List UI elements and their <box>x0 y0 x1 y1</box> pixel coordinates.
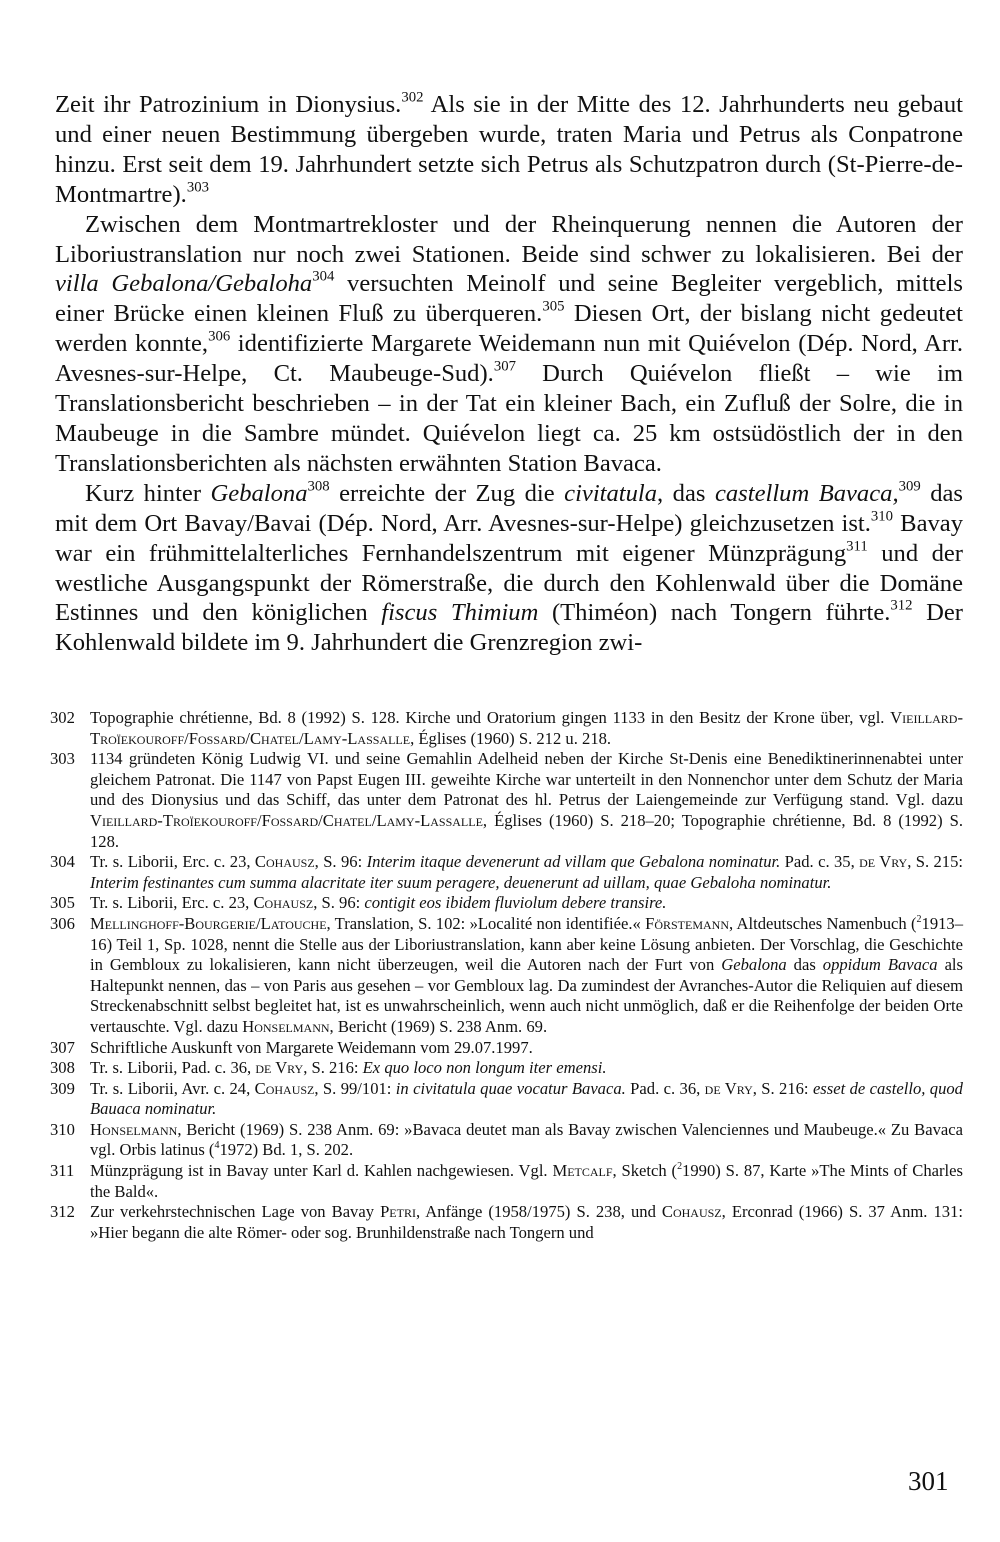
footnote-312 <box>50 1202 963 1243</box>
footnote-305 <box>50 893 963 914</box>
italic-term: oppidum Bavaca <box>822 955 938 975</box>
author-name: Cohausz <box>254 1078 315 1098</box>
latin-quote: Interim itaque devenerunt ad villam que Gebalona nominatur. <box>366 852 781 872</box>
text-run: Tr. s. Liborii, Pad. c. 36, <box>90 1058 256 1078</box>
italic-term: castellum Bavaca, <box>714 479 899 507</box>
page-number: 301 <box>908 1466 949 1496</box>
footnote-310 <box>50 1120 963 1161</box>
footnote-number: 312 <box>50 1202 75 1222</box>
text-run: , Bericht (1969) S. 238 Anm. 69. <box>329 1016 548 1036</box>
latin-quote: contigit eos ibidem fluviolum debere transire. <box>364 893 667 913</box>
footnote-ref-304[interactable]: 304 <box>312 269 335 286</box>
text-run: Pad. c. 35, <box>780 852 860 872</box>
footnote-ref-307[interactable]: 307 <box>493 358 516 375</box>
author-name: Förstemann <box>645 913 729 933</box>
footnote-ref-311[interactable]: 311 <box>846 538 868 555</box>
paragraph-1 <box>55 90 963 210</box>
text-run: , Bericht (1969) S. 238 Anm. 69: »Bavaca deutet man als Bavay zwischen Valenciennes und Maubeuge.« Zu Bavaca vgl. Orbis latinus ( <box>90 1119 963 1160</box>
text-run: Als sie in der Mitte des 12. Jahrhunderts neu gebaut und einer neuen Bestimmung übergeben wurde, traten Maria und Petrus als Conpatrone hinzu. Erst seit dem 19. Jahrhundert setzte sich Petrus als Schutzpatron durch (St-Pierre-de-Montmartre). <box>55 91 963 208</box>
author-name: de Vry <box>704 1078 753 1098</box>
footnote-306 <box>50 914 963 1038</box>
text-run: , S. 215: <box>907 852 964 872</box>
text-run: , S. 99/101: <box>314 1078 396 1098</box>
text-run: Tr. s. Liborii, Erc. c. 23, <box>90 852 255 872</box>
author-name: Cohausz <box>253 893 314 913</box>
text-run: Bavay war ein frühmittelalterliches Fernhandelszentrum mit eigener Münzprägung <box>55 509 963 567</box>
footnote-304 <box>50 852 963 893</box>
italic-term: villa Gebalona/Gebaloha <box>55 270 313 298</box>
text-run: Zur verkehrstechnischen Lage von Bavay <box>90 1202 381 1222</box>
edition-superscript: 4 <box>214 1140 220 1152</box>
text-run: 1972) Bd. 1, S. 202. <box>219 1140 354 1160</box>
text-run: Pad. c. 36, <box>625 1078 705 1098</box>
footnote-number: 302 <box>50 708 75 727</box>
author-name: de Vry <box>859 852 908 872</box>
footnote-number: 307 <box>50 1037 75 1057</box>
author-name: Vieillard-Troïekouroff/Fossard/Chatel/Lamy-Lassalle <box>90 810 483 830</box>
text-run: Topographie chrétienne, Bd. 8 (1992) S. 128. Kirche und Oratorium gingen 1133 in den Besitz der Krone über, vgl. <box>90 708 891 727</box>
text-run: , Églises (1960) S. 212 u. 218. <box>410 728 612 748</box>
text-run: und der westliche Ausgangspunkt der Römerstraße, die durch den Kohlenwald über die Domäne Estinnes und den königlichen <box>55 539 964 627</box>
main-text <box>55 90 963 658</box>
author-name: Cohausz <box>661 1202 722 1222</box>
text-run: , Erconrad (1966) S. 37 Anm. 131: »Hier begann die alte Römer- oder sog. Brunhildenstraße nach Tongern und <box>90 1202 963 1242</box>
footnotes <box>50 708 963 1243</box>
text-run: (Thiméon) nach Tongern führte. <box>538 599 891 627</box>
footnote-number: 304 <box>50 852 75 872</box>
text-run: versuchten Meinolf und seine Begleiter vergeblich, mittels einer Brücke einen kleinen Fluß zu überqueren. <box>55 270 963 328</box>
author-name: de Vry <box>255 1058 304 1078</box>
footnote-ref-308[interactable]: 308 <box>307 478 330 495</box>
latin-quote: Ex quo loco non longum iter emensi. <box>362 1058 607 1078</box>
latin-quote: Interim festinantes cum summa alacritate iter suum peragere, deuenerunt ad uillam, quae Gebaloha nominatur. <box>90 872 832 892</box>
footnote-ref-303[interactable]: 303 <box>186 179 209 196</box>
footnote-ref-310[interactable]: 310 <box>870 508 894 525</box>
text-run: identifizierte Margarete Weidemann nun mit Quiévelon (Dép. Nord, Arr. Avesnes-sur-Helpe, Ct. Maubeuge-Sud). <box>55 330 963 388</box>
footnote-303 <box>50 749 963 852</box>
text-run: , Sketch ( <box>612 1161 678 1181</box>
author-name: Metcalf <box>552 1161 613 1181</box>
text-run: Tr. s. Liborii, Avr. c. 24, <box>90 1078 255 1098</box>
text-run: , Altdeutsches Namenbuch ( <box>729 913 917 933</box>
footnote-number: 308 <box>50 1058 75 1078</box>
author-name: Vieillard-Troïekouroff/Fossard/Chatel/Lamy-Lassalle <box>90 708 963 748</box>
footnote-ref-302[interactable]: 302 <box>401 89 424 106</box>
author-name: Honselmann <box>90 1119 178 1139</box>
text-run: , Églises (1960) S. 218–20; Topographie chrétienne, Bd. 8 (1992) S. 128. <box>90 810 963 851</box>
footnote-number: 309 <box>50 1078 75 1098</box>
edition-superscript: 2 <box>916 913 922 925</box>
paragraph-3 <box>55 479 963 658</box>
text-run: Zwischen dem Montmartrekloster und der Rheinquerung nennen die Autoren der Liboriustranslation nur noch zwei Stationen. Beide sind schwer zu lokalisieren. Bei der <box>55 210 963 268</box>
footnote-number: 311 <box>50 1161 75 1181</box>
latin-quote: esset de castello, quod Bauaca nominatur. <box>90 1078 963 1119</box>
text-run: 1134 gründeten König Ludwig VI. und seine Gemahlin Adelheid neben der Kirche St-Denis eine Benediktinerinnenabtei unter gleichem Patronat. Die 1147 von Papst Eugen III. geweihte Kirche war unterteilt in den Nonnenchor unter dem Schutz der Maria und des Dionysius und das Schiff, das unter dem Patronat des hl. Petrus der Laiengemeinde zur Verfügung stand. Vgl. dazu <box>90 749 963 810</box>
edition-superscript: 2 <box>677 1161 683 1173</box>
text-run: als Haltepunkt nennen, das – von Paris aus gesehen – vor Gembloux lag. Da zumindest der Avranches-Autor die Reliquien auf diesem Streckenabschnitt selbst begleitet hat, ist es unwahrscheinlich, wenn auch nicht unmöglich, daß er die Reihenfolge der beiden Orte vertauschte. Vgl. dazu <box>90 955 964 1036</box>
author-name: Honselmann <box>242 1016 330 1036</box>
footnote-ref-312[interactable]: 312 <box>890 598 913 615</box>
text-run: , das <box>657 479 715 507</box>
text-run: Tr. s. Liborii, Erc. c. 23, <box>90 893 254 913</box>
footnote-309 <box>50 1079 963 1120</box>
text-run: Münzprägung ist in Bavay unter Karl d. Kahlen nachgewiesen. Vgl. <box>90 1161 553 1181</box>
latin-quote: in civitatula quae vocatur Bavaca. <box>395 1078 626 1098</box>
paragraph-2 <box>55 210 963 479</box>
footnote-number: 303 <box>50 749 75 769</box>
text-run: das <box>786 955 823 975</box>
author-name: Cohausz <box>254 852 315 872</box>
footnote-302 <box>50 708 963 749</box>
text-run: 1913–16) Teil 1, Sp. 1028, nennt die Stelle aus der Liboriustranslation, kann aber keine Lösung anbieten. Der Vorschlag, die Geschichte in Gembloux zu lokalisieren, kann nicht überzeugen, weil die Autoren nach der Furt von <box>90 913 963 975</box>
footnote-311 <box>50 1161 963 1202</box>
text-run: , S. 96: <box>313 893 365 913</box>
footnote-number: 306 <box>50 913 75 933</box>
footnote-number: 305 <box>50 893 75 913</box>
italic-term: Gebalona <box>721 955 787 975</box>
text-run: Zeit ihr Patrozinium in Dionysius. <box>55 91 402 118</box>
footnote-308 <box>50 1058 963 1079</box>
footnote-ref-305[interactable]: 305 <box>542 299 565 316</box>
text-run: das mit dem Ort Bavay/Bavai (Dép. Nord, Arr. Avesnes-sur-Helpe) gleichzusetzen ist. <box>55 479 963 537</box>
italic-term: fiscus Thimium <box>381 599 539 627</box>
text-run: , Anfänge (1958/1975) S. 238, und <box>415 1202 662 1222</box>
author-name: Petri <box>380 1202 416 1222</box>
text-run: erreichte der Zug die <box>329 479 565 507</box>
text-run: , S. 216: <box>303 1058 363 1078</box>
footnote-307 <box>50 1038 963 1059</box>
text-run: Durch Quiévelon fließt – wie im Translationsbericht beschrieben – in der Tat ein kleiner Bach, ein Zufluß der Solre, die in Maubeuge in die Sambre mündet. Quiévelon liegt ca. 25 km ostsüdöstlich der in den Translationsberichten als nächsten erwähnten Station Bavaca. <box>55 360 964 477</box>
text-run: Schriftliche Auskunft von Margarete Weidemann vom 29.07.1997. <box>90 1037 533 1057</box>
footnote-number: 310 <box>50 1119 75 1139</box>
footnote-ref-306[interactable]: 306 <box>208 328 231 345</box>
text-run: , S. 96: <box>314 852 367 872</box>
text-run: Kurz hinter <box>85 479 211 507</box>
text-run: , S. 216: <box>752 1078 813 1098</box>
italic-term: civitatula <box>564 479 658 507</box>
footnote-ref-309[interactable]: 309 <box>898 478 921 495</box>
text-run: , Translation, S. 102: »Localité non identifiée.« <box>326 913 646 933</box>
text-run: 1990) S. 87, Karte »The Mints of Charles the Bald«. <box>90 1161 963 1201</box>
author-name: Mellinghoff-Bourgerie/Latouche <box>90 913 327 933</box>
text-run: Diesen Ort, der bislang nicht gedeutet werden konnte, <box>55 300 963 358</box>
italic-term: Gebalona <box>210 479 308 507</box>
text-run: Der Kohlenwald bildete im 9. Jahrhundert die Grenzregion zwi- <box>55 599 964 657</box>
